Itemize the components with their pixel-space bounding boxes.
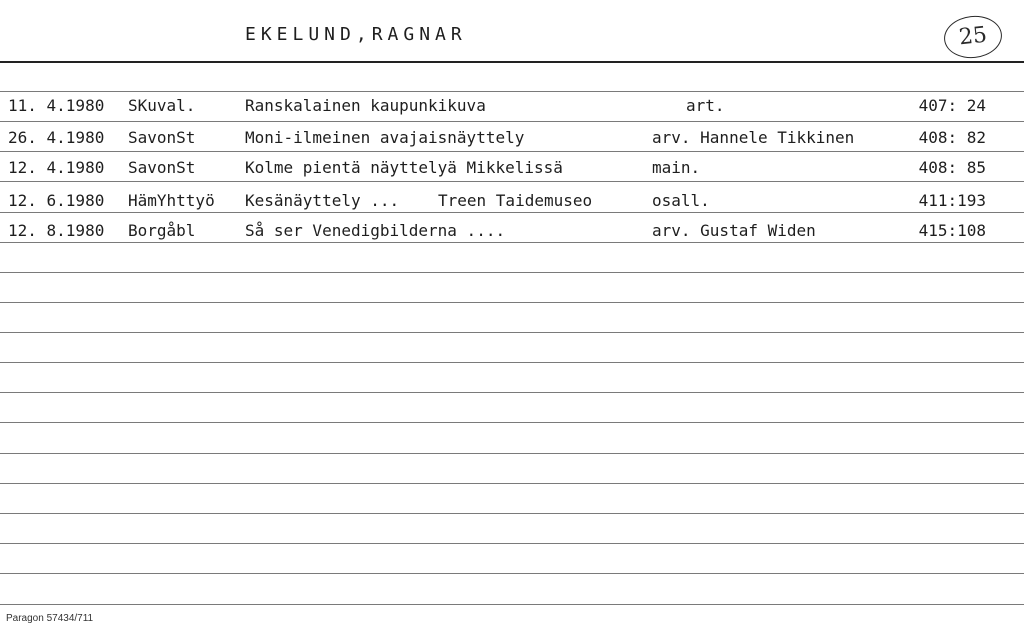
entry-source: SavonSt	[128, 128, 196, 147]
entry-reference: 407: 24	[918, 96, 986, 115]
entry-date: 12. 4.1980	[8, 158, 105, 177]
entry-note: art.	[686, 96, 725, 115]
entry-title: Ranskalainen kaupunkikuva	[245, 96, 486, 115]
entry-date: 11. 4.1980	[8, 96, 105, 115]
card-heading-name: EKELUND,RAGNAR	[245, 24, 467, 45]
entry-title: Moni-ilmeinen avajaisnäyttely	[245, 128, 525, 147]
ruled-line	[0, 422, 1024, 423]
ruled-line	[0, 573, 1024, 574]
entry-reference: 415:108	[918, 221, 986, 240]
ruled-line	[0, 392, 1024, 393]
entry-source: HämYhttyö	[128, 191, 215, 210]
entry-row	[0, 156, 1024, 184]
ruled-line	[0, 362, 1024, 363]
entry-source: SavonSt	[128, 158, 196, 177]
entry-date: 12. 8.1980	[8, 221, 105, 240]
entry-source: SKuval.	[128, 96, 196, 115]
entry-note: osall.	[652, 191, 710, 210]
ruled-line	[0, 604, 1024, 605]
entry-source: Borgåbl	[128, 221, 196, 240]
ruled-line	[0, 453, 1024, 454]
entry-note: main.	[652, 158, 701, 177]
ruled-line	[0, 91, 1024, 92]
entry-reference: 408: 85	[918, 158, 986, 177]
entry-reference: 411:193	[918, 191, 986, 210]
printer-imprint: Paragon 57434/711	[6, 613, 94, 624]
entry-row	[0, 94, 1024, 122]
entry-date: 12. 6.1980	[8, 191, 105, 210]
entry-note: arv. Hannele Tikkinen	[652, 128, 855, 147]
entry-row	[0, 219, 1024, 247]
ruled-line	[0, 272, 1024, 273]
entry-row	[0, 126, 1024, 154]
ruled-line	[0, 543, 1024, 544]
entry-title: Kolme pientä näyttelyä Mikkelissä	[245, 158, 563, 177]
card-number-circled: 25	[942, 13, 1004, 61]
entry-title: Så ser Venedigbilderna ....	[245, 221, 506, 240]
ruled-line	[0, 513, 1024, 514]
ruled-line	[0, 483, 1024, 484]
entry-reference: 408: 82	[918, 128, 986, 147]
entry-title-location: Treen Taidemuseo	[438, 191, 593, 210]
entry-date: 26. 4.1980	[8, 128, 105, 147]
ruled-line	[0, 332, 1024, 333]
entry-title: Kesänäyttely ...	[245, 191, 400, 210]
entry-note: arv. Gustaf Widen	[652, 221, 816, 240]
entry-row	[0, 189, 1024, 217]
header-rule	[0, 61, 1024, 63]
ruled-line	[0, 302, 1024, 303]
